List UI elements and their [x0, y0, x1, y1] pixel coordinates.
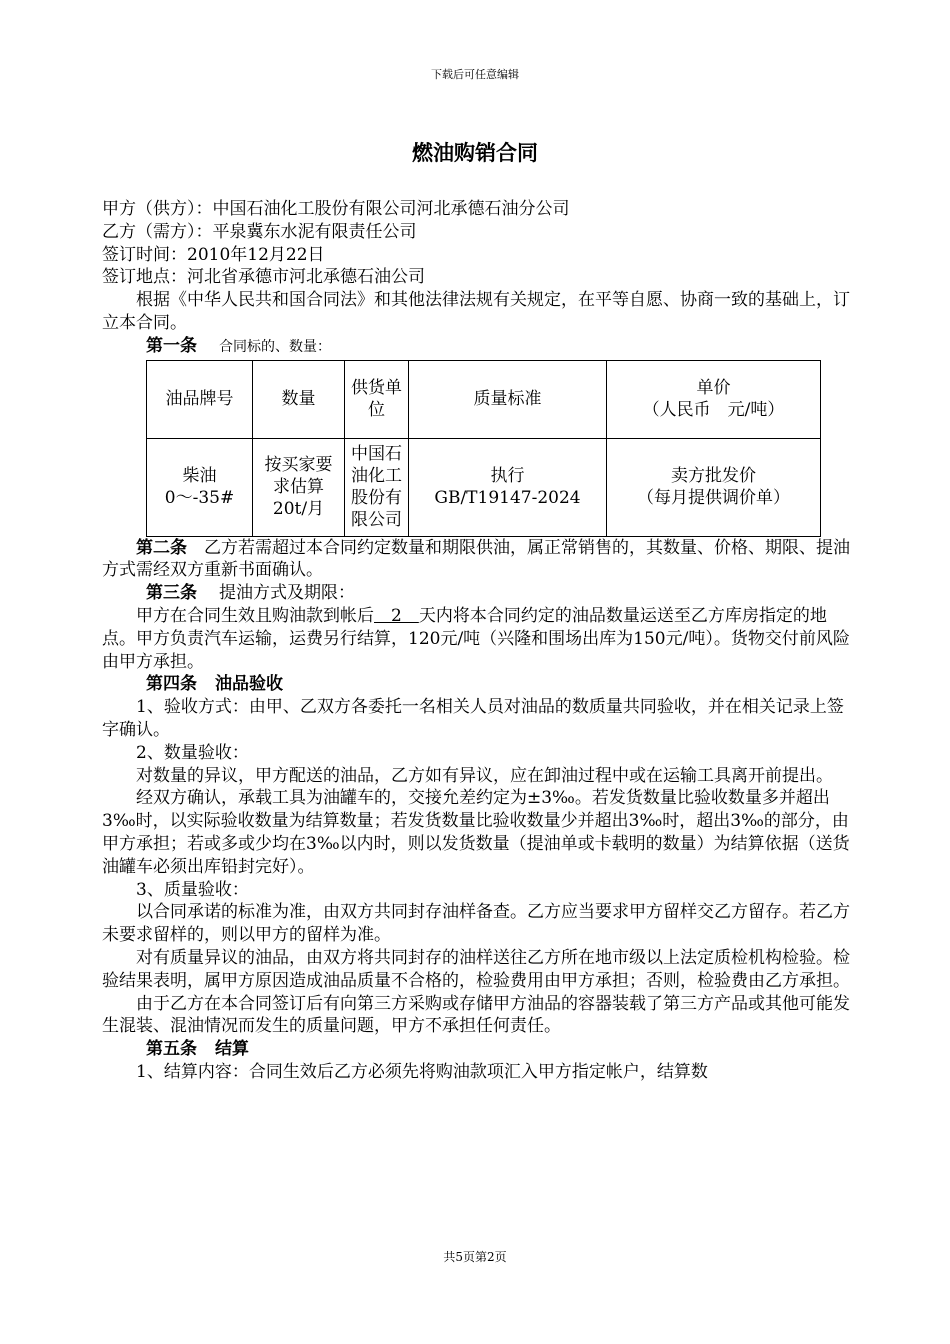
article-4-title: 油品验收 [215, 674, 283, 695]
cell-standard [409, 438, 607, 536]
article-1-label: 第一条 [146, 335, 197, 356]
article-4-p2: 2、数量验收： [136, 742, 249, 763]
header-note: 下载后可任意编辑 [431, 68, 519, 81]
page-footer: 共5页第2页 [443, 1250, 507, 1264]
cell-brand-grade: 0～-35# [164, 488, 235, 509]
cell-standard-code: GB/T19147-2024 [434, 488, 581, 509]
article-1-heading [102, 335, 854, 359]
header-cell-brand: 油品牌号 [147, 360, 253, 438]
header-cell-supplier-text: 供货单位 [351, 378, 402, 421]
sign-place-line: 签订地点：河北省承德市河北承德石油公司 [102, 267, 425, 288]
contract-body [102, 198, 854, 1084]
article-4-p3: 对数量的异议，甲方配送的油品，乙方如有异议，应在卸油过程中或在运输工具离开前提出。 [136, 765, 833, 786]
article-4-heading [102, 673, 854, 696]
cell-price-note: （每月提供调价单） [637, 488, 790, 509]
article-1-title: 合同标的、数量： [219, 338, 331, 355]
header-cell-price [607, 360, 821, 438]
cell-brand [147, 438, 253, 536]
article-2-text: 乙方若需超过本合同约定数量和期限供油，属正常销售的，其数量、价格、期限、提油方式需经双方重新书面确认。 [102, 537, 850, 581]
delivery-days: 2 [374, 605, 419, 626]
product-table [146, 360, 821, 537]
article-5-title: 结算 [215, 1039, 249, 1060]
cell-price [607, 438, 821, 536]
article-4-p4: 经双方确认，承载工具为油罐车的，交接允差约定为±3‰。若发货数量比验收数量多并超出3‰时，以实际验收数量为结算数量；若发货数量比验收数量少并超出3‰时，超出3‰的部分，由甲方承担；若或多或少均在3‰以内时，则以发货数量（提油单或卡载明的数量）为结算依据（送货油罐车必须出库铅封完好）。 [102, 788, 850, 877]
header-cell-standard: 质量标准 [409, 360, 607, 438]
cell-brand-name: 柴油 [182, 466, 217, 487]
article-4-label: 第四条 [146, 674, 197, 695]
header-cell-supplier [345, 360, 409, 438]
header-price-label: 单价 [696, 378, 731, 399]
article-5-label: 第五条 [146, 1039, 197, 1060]
party-b-line: 乙方（需方）：平泉冀东水泥有限责任公司 [102, 221, 417, 242]
article-2-paragraph [102, 537, 854, 583]
article-3-label: 第三条 [146, 583, 197, 604]
contract-title: 燃油购销合同 [412, 141, 538, 165]
article-5-heading [102, 1038, 854, 1061]
article-2-label: 第二条 [136, 537, 187, 558]
article-3-paragraph [102, 605, 854, 673]
article-4-p6: 以合同承诺的标准为准，由双方共同封存油样备查。乙方应当要求甲方留样交乙方留存。若乙方未要求留样的，则以甲方的留样为准。 [102, 902, 850, 946]
preamble-paragraph: 根据《中华人民共和国合同法》和其他法律法规有关规定，在平等自愿、协商一致的基础上，订立本合同。 [102, 290, 850, 333]
article-3-text-before: 甲方在合同生效且购油款到帐后 [136, 605, 374, 626]
table-row [147, 438, 821, 536]
table-header-row [147, 360, 821, 438]
article-4-p7: 对有质量异议的油品，由双方将共同封存的油样送往乙方所在地市级以上法定质检机构检验。检验结果表明，属甲方原因造成油品质量不合格的，检验费用由甲方承担；否则，检验费由乙方承担。 [102, 947, 850, 991]
cell-quantity: 按买家要求估算20t/月 [253, 438, 345, 536]
article-4-p1: 1、验收方式：由甲、乙双方各委托一名相关人员对油品的数质量共同验收，并在相关记录上签字确认。 [102, 697, 844, 740]
article-4-p5: 3、质量验收： [136, 879, 249, 900]
cell-supplier: 中国石油化工股份有限公司 [345, 438, 409, 536]
party-a-line: 甲方（供方）：中国石油化工股份有限公司河北承德石油分公司 [102, 199, 570, 219]
sign-date-line: 签订时间：2010年12月22日 [102, 244, 325, 265]
article-4-p8: 由于乙方在本合同签订后有向第三方采购或存储甲方油品的容器装载了第三方产品或其他可能发生混装、混油情况而发生的质量问题，甲方不承担任何责任。 [102, 993, 850, 1037]
article-5-p1: 1、结算内容：合同生效后乙方必须先将购油款项汇入甲方指定帐户，结算数 [136, 1061, 708, 1082]
header-price-unit: （人民币 元/吨） [642, 400, 785, 421]
cell-standard-label: 执行 [490, 466, 525, 487]
article-3-heading [102, 582, 854, 605]
cell-price-label: 卖方批发价 [671, 466, 756, 487]
header-cell-quantity: 数量 [253, 360, 345, 438]
article-3-text-after: 天内将本合同约定的油品数量运送至乙方库房指定的地点。甲方负责汽车运输，运费另行结算，120元/吨（兴隆和围场出库为150元/吨）。货物交付前风险由甲方承担。 [102, 605, 850, 672]
article-3-title: 提油方式及期限： [219, 583, 355, 604]
